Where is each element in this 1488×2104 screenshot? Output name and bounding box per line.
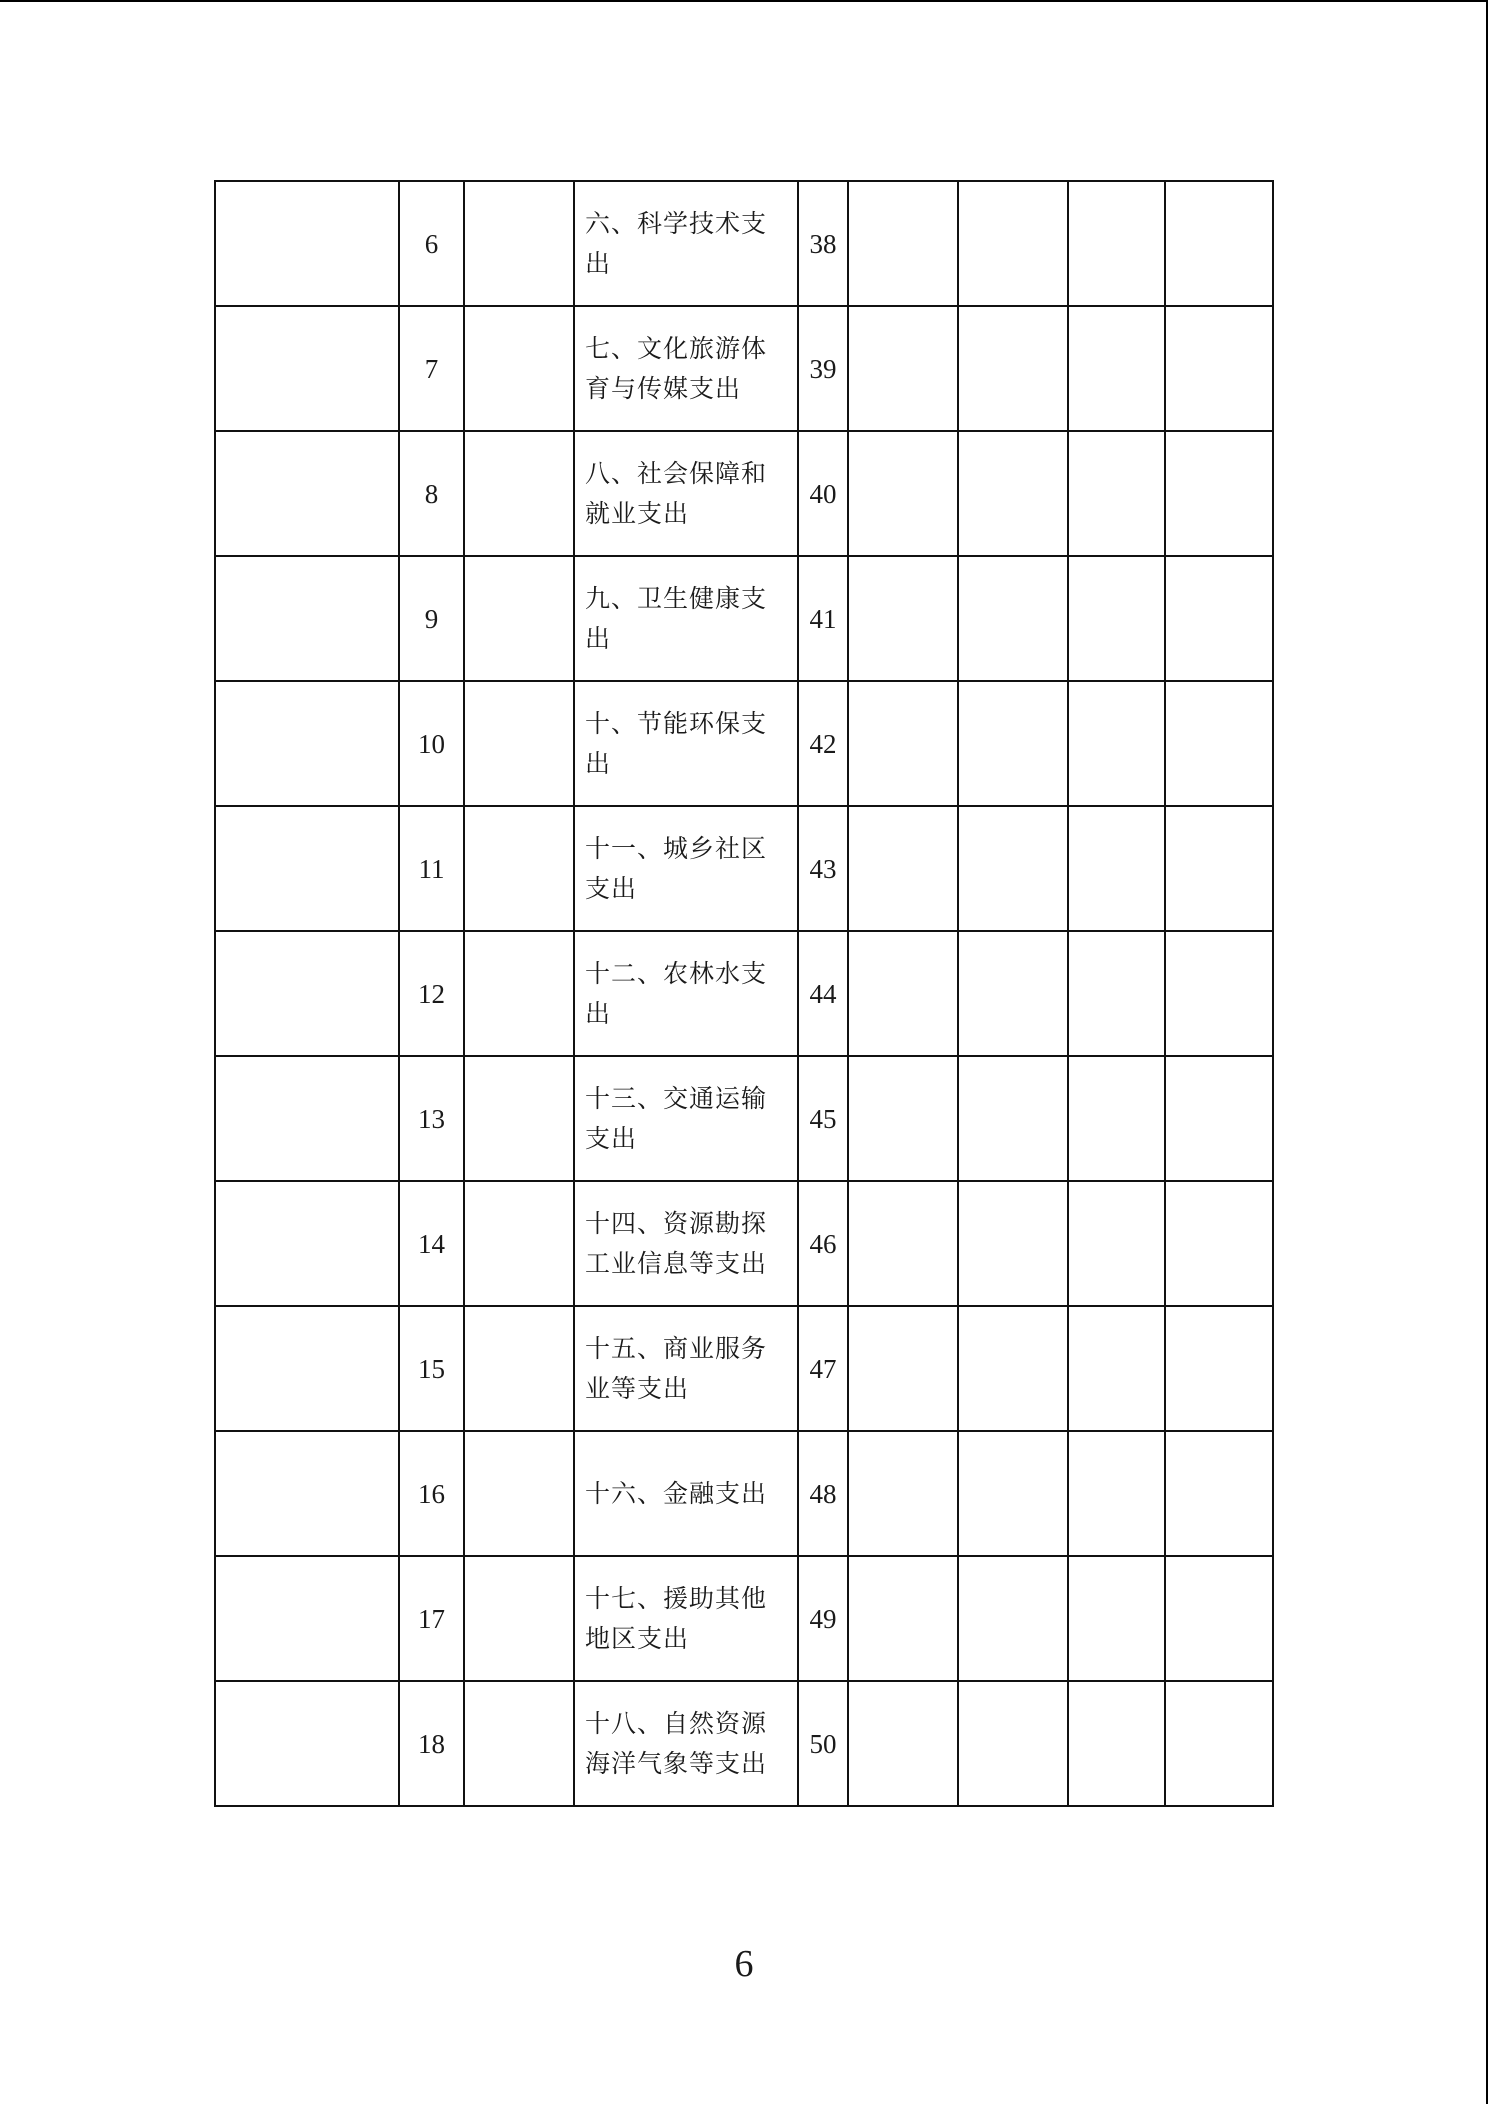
amount-cell [1068, 556, 1165, 681]
expenditure-line-cell: 40 [798, 431, 848, 556]
expenditure-item-cell: 十二、农林水支出 [574, 931, 798, 1056]
page-number: 6 [734, 1943, 754, 1985]
table-body [215, 181, 1273, 1806]
income-seq-cell: 10 [399, 681, 464, 806]
expenditure-line-cell: 46 [798, 1181, 848, 1306]
expenditure-line-cell: 44 [798, 931, 848, 1056]
income-item-cell [215, 306, 399, 431]
amount-cell [1165, 1056, 1273, 1181]
expenditure-item-cell: 七、文化旅游体育与传媒支出 [574, 306, 798, 431]
amount-cell [958, 681, 1068, 806]
income-amount-cell [464, 681, 574, 806]
amount-cell [958, 1056, 1068, 1181]
income-seq-cell: 8 [399, 431, 464, 556]
amount-cell [848, 1056, 958, 1181]
amount-cell [848, 556, 958, 681]
amount-cell [848, 931, 958, 1056]
amount-cell [1068, 931, 1165, 1056]
amount-cell [848, 306, 958, 431]
amount-cell [1068, 1056, 1165, 1181]
expenditure-item-cell: 十一、城乡社区支出 [574, 806, 798, 931]
expenditure-line-cell: 45 [798, 1056, 848, 1181]
amount-cell [958, 1431, 1068, 1556]
amount-cell [1068, 806, 1165, 931]
income-amount-cell [464, 1681, 574, 1806]
amount-cell [958, 181, 1068, 306]
income-item-cell [215, 806, 399, 931]
table-row [215, 181, 1273, 306]
expenditure-item-cell: 十五、商业服务业等支出 [574, 1306, 798, 1431]
amount-cell [1068, 1306, 1165, 1431]
amount-cell [1068, 1181, 1165, 1306]
income-item-cell [215, 1306, 399, 1431]
amount-cell [1165, 1431, 1273, 1556]
table-row [215, 931, 1273, 1056]
income-seq-cell: 15 [399, 1306, 464, 1431]
income-amount-cell [464, 931, 574, 1056]
amount-cell [848, 806, 958, 931]
amount-cell [1165, 931, 1273, 1056]
amount-cell [1165, 1181, 1273, 1306]
income-amount-cell [464, 431, 574, 556]
income-item-cell [215, 1681, 399, 1806]
income-seq-cell: 9 [399, 556, 464, 681]
amount-cell [1165, 681, 1273, 806]
amount-cell [1165, 306, 1273, 431]
expenditure-item-cell: 六、科学技术支出 [574, 181, 798, 306]
expenditure-line-cell: 43 [798, 806, 848, 931]
income-seq-cell: 12 [399, 931, 464, 1056]
expenditure-item-cell: 十、节能环保支出 [574, 681, 798, 806]
income-amount-cell [464, 1181, 574, 1306]
amount-cell [848, 681, 958, 806]
income-seq-cell: 16 [399, 1431, 464, 1556]
table-row [215, 1056, 1273, 1181]
table-row [215, 1681, 1273, 1806]
income-amount-cell [464, 1056, 574, 1181]
expenditure-line-cell: 48 [798, 1431, 848, 1556]
income-seq-cell: 6 [399, 181, 464, 306]
amount-cell [1165, 1681, 1273, 1806]
amount-cell [958, 556, 1068, 681]
income-amount-cell [464, 556, 574, 681]
amount-cell [1165, 806, 1273, 931]
budget-table [214, 180, 1274, 1807]
amount-cell [1165, 556, 1273, 681]
expenditure-item-cell: 十三、交通运输支出 [574, 1056, 798, 1181]
expenditure-item-cell: 九、卫生健康支出 [574, 556, 798, 681]
expenditure-item-cell: 十七、援助其他地区支出 [574, 1556, 798, 1681]
amount-cell [958, 1181, 1068, 1306]
expenditure-item-cell: 十四、资源勘探工业信息等支出 [574, 1181, 798, 1306]
income-amount-cell [464, 1556, 574, 1681]
table-row [215, 306, 1273, 431]
income-seq-cell: 11 [399, 806, 464, 931]
amount-cell [848, 1181, 958, 1306]
income-amount-cell [464, 806, 574, 931]
amount-cell [1165, 1556, 1273, 1681]
expenditure-line-cell: 42 [798, 681, 848, 806]
income-item-cell [215, 181, 399, 306]
amount-cell [848, 181, 958, 306]
table-row [215, 431, 1273, 556]
amount-cell [848, 1556, 958, 1681]
amount-cell [848, 431, 958, 556]
table-row [215, 1431, 1273, 1556]
expenditure-item-cell: 八、社会保障和就业支出 [574, 431, 798, 556]
income-item-cell [215, 1056, 399, 1181]
expenditure-line-cell: 41 [798, 556, 848, 681]
expenditure-line-cell: 50 [798, 1681, 848, 1806]
expenditure-line-cell: 39 [798, 306, 848, 431]
income-seq-cell: 18 [399, 1681, 464, 1806]
amount-cell [848, 1306, 958, 1431]
income-item-cell [215, 1431, 399, 1556]
income-item-cell [215, 931, 399, 1056]
amount-cell [958, 431, 1068, 556]
income-item-cell [215, 1556, 399, 1681]
income-item-cell [215, 681, 399, 806]
income-amount-cell [464, 306, 574, 431]
income-amount-cell [464, 1306, 574, 1431]
amount-cell [1068, 181, 1165, 306]
income-seq-cell: 14 [399, 1181, 464, 1306]
income-amount-cell [464, 181, 574, 306]
table-row [215, 556, 1273, 681]
amount-cell [958, 1556, 1068, 1681]
amount-cell [1068, 431, 1165, 556]
table-row [215, 1181, 1273, 1306]
amount-cell [1165, 1306, 1273, 1431]
income-seq-cell: 13 [399, 1056, 464, 1181]
amount-cell [1165, 431, 1273, 556]
income-item-cell [215, 431, 399, 556]
amount-cell [1068, 1681, 1165, 1806]
income-item-cell [215, 1181, 399, 1306]
amount-cell [1068, 1556, 1165, 1681]
expenditure-line-cell: 38 [798, 181, 848, 306]
income-seq-cell: 7 [399, 306, 464, 431]
amount-cell [958, 931, 1068, 1056]
amount-cell [848, 1681, 958, 1806]
expenditure-line-cell: 47 [798, 1306, 848, 1431]
amount-cell [958, 1306, 1068, 1431]
amount-cell [958, 806, 1068, 931]
amount-cell [1068, 681, 1165, 806]
table-row [215, 1306, 1273, 1431]
amount-cell [1068, 306, 1165, 431]
table-row [215, 806, 1273, 931]
amount-cell [958, 306, 1068, 431]
amount-cell [1165, 181, 1273, 306]
income-item-cell [215, 556, 399, 681]
table-row [215, 1556, 1273, 1681]
expenditure-item-cell: 十八、自然资源海洋气象等支出 [574, 1681, 798, 1806]
expenditure-item-cell: 十六、金融支出 [574, 1431, 798, 1556]
amount-cell [848, 1431, 958, 1556]
income-seq-cell: 17 [399, 1556, 464, 1681]
expenditure-line-cell: 49 [798, 1556, 848, 1681]
amount-cell [1068, 1431, 1165, 1556]
table-row [215, 681, 1273, 806]
amount-cell [958, 1681, 1068, 1806]
income-amount-cell [464, 1431, 574, 1556]
